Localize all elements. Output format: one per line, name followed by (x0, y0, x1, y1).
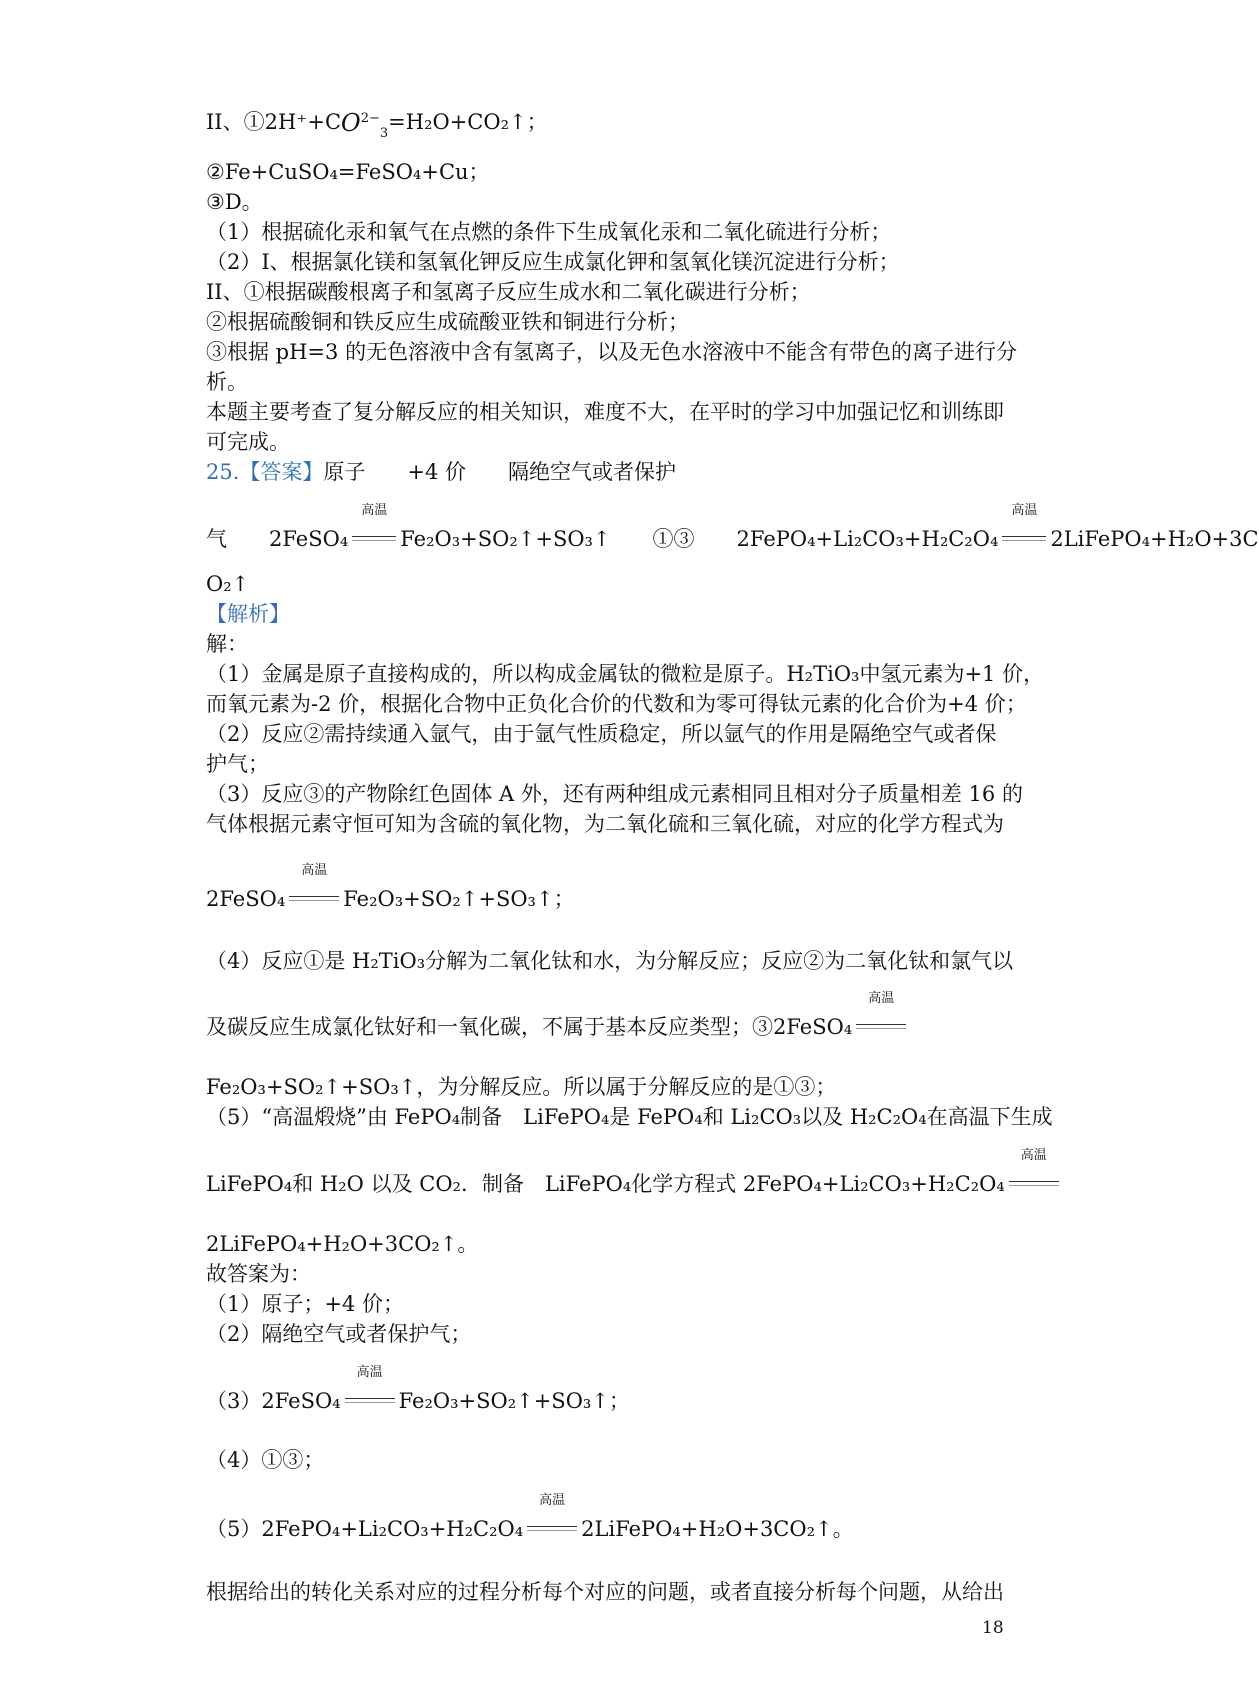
line: ②根据硫酸铜和铁反应生成硫酸亚铁和铜进行分析； (206, 310, 689, 334)
line: （4）①③； (206, 1448, 325, 1472)
condition-mark: 高温 (523, 1512, 581, 1536)
line: （2）隔绝空气或者保护气； (206, 1322, 472, 1346)
equation-line: （3）2FeSO₄ 高温 Fe₂O₃+SO₂↑+SO₃↑； (206, 1365, 630, 1413)
line: ③根据 pH=3 的无色溶液中含有氢离子，以及无色水溶液中不能含有带色的离子进行分 (206, 340, 1018, 364)
line: 根据给出的转化关系对应的过程分析每个对应的问题，或者直接分析每个问题，从给出 (206, 1580, 1004, 1604)
line: II、①根据碳酸根离子和氢离子反应生成水和二氧化碳进行分析； (206, 280, 811, 304)
line: ②Fe+CuSO₄=FeSO₄+Cu； (206, 160, 490, 184)
carbonate-ion: $O^{2-}_3$ (341, 109, 389, 141)
line: （4）反应①是 H₂TiO₃分解为二氧化钛和水，为分解反应；反应②为二氧化钛和氯气以 (206, 949, 1014, 973)
condition-mark: 高温 (998, 522, 1050, 546)
line: ③D。 (206, 190, 263, 214)
line: 气体根据元素守恒可知为含硫的氧化物，为二氧化硫和三氧化硫，对应的化学方程式为 (206, 812, 1004, 836)
line: Fe₂O₃+SO₂↑+SO₃↑，为分解反应。所以属于分解反应的是①③； (206, 1075, 837, 1099)
line: （3）反应③的产物除红色固体 A 外，还有两种组成元素相同且相对分子质量相差 16 的 (206, 782, 1023, 806)
page-number: 18 (982, 1618, 1004, 1638)
line: （2）I、根据氯化镁和氢氧化钾反应生成氯化钾和氢氧化镁沉淀进行分析； (206, 250, 900, 274)
line: 故答案为： (206, 1262, 311, 1286)
equation-line: （5）2FePO₄+Li₂CO₃+H₂C₂O₄ 高温 2LiFePO₄+H₂O+3CO₂↑。 (206, 1493, 854, 1541)
line: （5）“高温煅烧”由 FePO₄制备 LiFePO₄是 FePO₄和 Li₂CO₃以及 H₂C₂O₄在高温下生成 (206, 1105, 1053, 1129)
line: （1）原子；+4 价； (206, 1292, 404, 1316)
line: 护气； (206, 752, 269, 776)
line: （1）根据硫化汞和氧气在点燃的条件下生成氧化汞和二氧化硫进行分析； (206, 220, 892, 244)
condition-mark: 高温 (1005, 1167, 1063, 1191)
condition-mark: 高温 (852, 1010, 910, 1034)
line: 而氧元素为-2 价，根据化合物中正负化合价的代数和为零可得钛元素的化合价为+4 价； (206, 692, 1027, 716)
equation-line: 气 2FeSO₄ 高温 Fe₂O₃+SO₂↑+SO₃↑ ①③ 2FePO₄+Li₂CO₃+H₂C₂O₄ 高温 2LiFePO₄+H₂O+3C (206, 503, 1259, 551)
line: 可完成。 (206, 430, 290, 454)
answer-label: 25.【答案】 (206, 460, 324, 484)
line: 解： (206, 632, 248, 656)
equation-line: LiFePO₄和 H₂O 以及 CO₂．制备 LiFePO₄化学方程式 2FePO₄+Li₂CO₃+H₂C₂O₄ 高温 (206, 1167, 1063, 1198)
line-ionic-eq-1: II、$①2H^++CO^{2-}_3=H_2O+CO_2↑$； (206, 103, 548, 146)
condition-mark: 高温 (285, 882, 343, 906)
line: 2LiFePO₄+H₂O+3CO₂↑。 (206, 1232, 479, 1256)
line: （2）反应②需持续通入氩气，由于氩气性质稳定，所以氩气的作用是隔绝空气或者保 (206, 722, 997, 746)
equation-line: 2FeSO₄ 高温 Fe₂O₃+SO₂↑+SO₃↑； (206, 863, 575, 911)
line: 本题主要考查了复分解反应的相关知识，难度不大，在平时的学习中加强记忆和训练即 (206, 400, 1004, 424)
line: O₂↑ (206, 572, 250, 596)
equation-line: 及碳反应生成氯化钛好和一氧化碳，不属于基本反应类型；③2FeSO₄ 高温 (206, 1010, 910, 1041)
condition-mark: 高温 (341, 1384, 399, 1408)
line: 析。 (206, 370, 248, 394)
answer-line: 25.【答案】原子 +4 价 隔绝空气或者保护 (206, 460, 677, 484)
analysis-label: 【解析】 (206, 602, 290, 626)
line: （1）金属是原子直接构成的，所以构成金属钛的微粒是原子。H₂TiO₃中氢元素为+1 价， (206, 662, 1045, 686)
condition-mark: 高温 (348, 522, 400, 546)
